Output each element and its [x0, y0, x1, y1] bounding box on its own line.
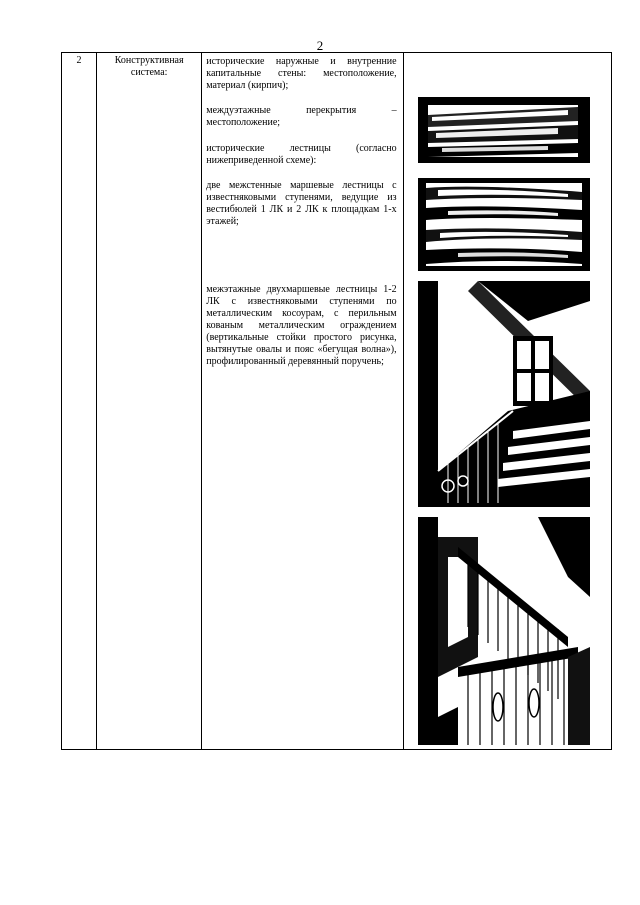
- stone-stair-treads-photo: [418, 178, 590, 271]
- paragraph-floors: междуэтажные перекрытия – местоположение;: [206, 105, 397, 128]
- staircase-with-window-photo: [418, 281, 590, 507]
- description-cell: [202, 53, 403, 750]
- paragraph-walls: исторические наружные и внутренние капитальные стены: местоположение, материал (кирпич);: [206, 56, 397, 91]
- staircase-wrought-railing-photo: [418, 517, 590, 745]
- paragraph-vestibule-stairs: две межстенные маршевые лестницы с известняковыми ступенями, ведущие из вестибюлей 1 ЛК и 2 ЛК к площадкам 1-х этажей;: [206, 180, 397, 227]
- paragraph-stairs-heading: исторические лестницы (согласно нижеприведенной схеме):: [206, 143, 397, 166]
- document-table: [61, 52, 612, 750]
- paragraph-interfloor-stairs: межэтажные двухмаршевые лестницы 1-2 ЛК с известняковыми ступенями по металлическим косоурам, с перильным кованым металлическим ограждением (вертикальные стойки простого рисунка, вытянутые овалы и пояс «бегущая волна»), профилированный деревянный поручень;: [206, 284, 397, 367]
- row-name: Конструктивная система:: [97, 53, 202, 750]
- photo-cell: [403, 53, 611, 750]
- row-number: 2: [62, 53, 97, 750]
- page-number: 2: [316, 38, 324, 53]
- stone-stair-steps-photo: [418, 97, 590, 163]
- table-row: [62, 53, 612, 750]
